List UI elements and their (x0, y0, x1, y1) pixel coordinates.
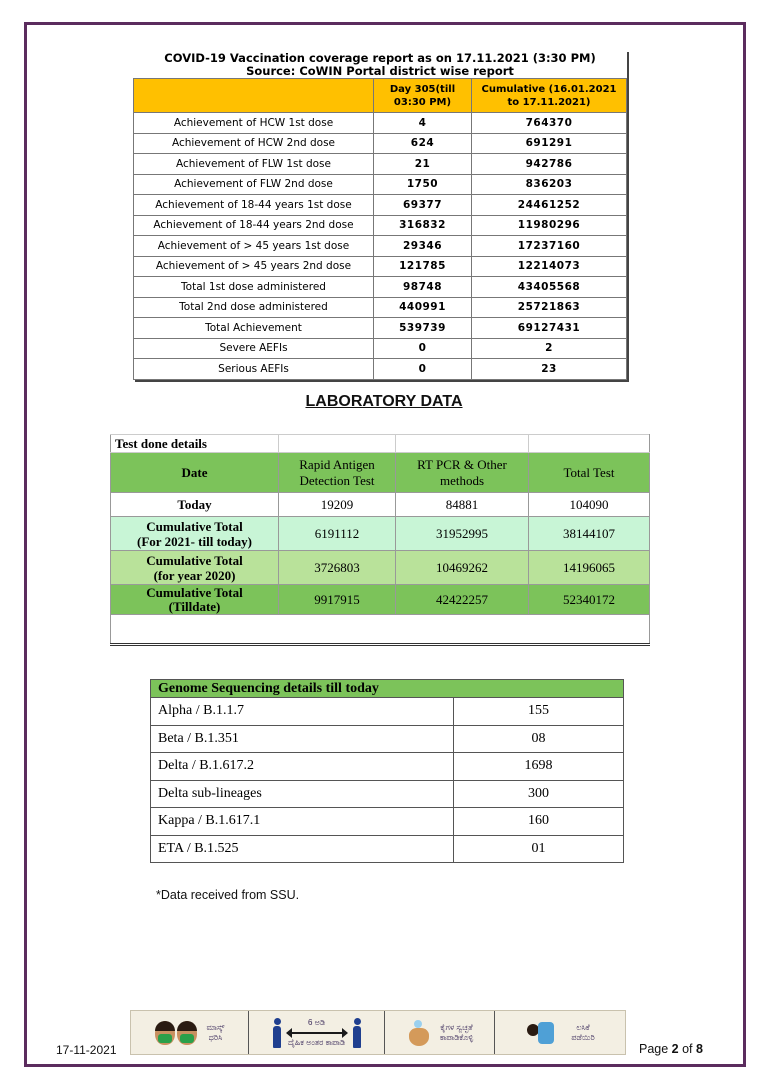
data-source-note: *Data received from SSU. (156, 888, 300, 902)
lab-header (111, 453, 650, 493)
col-total-test: Total Test (529, 453, 650, 493)
lab-caption: Test done details (111, 435, 279, 453)
vaccination-title: COVID-19 Vaccination coverage report as on 17.11.2021 (3:30 PM) Source: CoWIN Portal district wise report (164, 51, 596, 78)
vaccination-row: Achievement of > 45 years 1st dose 29346 17237160 (134, 236, 627, 257)
vaccination-table (133, 50, 627, 380)
vaccination-icon (525, 1018, 555, 1048)
lab-row: Cumulative Total (For 2021- till today) 6191112 31952995 38144107 (111, 517, 650, 551)
vaccination-header (134, 79, 627, 113)
lab-row: Today 19209 84881 104090 (111, 493, 650, 517)
masked-face-icon (155, 1021, 175, 1045)
col-cumulative: Cumulative (16.01.2021 to 17.11.2021) (472, 79, 627, 113)
double-arrow-icon (287, 1032, 347, 1034)
covid-appropriate-behaviour-banner (130, 1010, 626, 1055)
vaccination-row: Achievement of HCW 2nd dose 624 691291 (134, 133, 627, 154)
genome-row: Beta / B.1.351 08 (151, 725, 624, 753)
page-number: Page 2 of 8 (639, 1042, 703, 1056)
vaccination-row: Total 1st dose administered 98748 43405568 (134, 277, 627, 298)
lab-row: Cumulative Total (for year 2020) 3726803 10469262 14196065 (111, 551, 650, 585)
col-rtpcr: RT PCR & Other methods (396, 453, 529, 493)
person-icon (352, 1018, 362, 1048)
col-day: Day 305(till 03:30 PM) (374, 79, 472, 113)
footer-date: 17-11-2021 (56, 1043, 117, 1057)
vaccination-row: Achievement of 18-44 years 2nd dose 316832 11980296 (134, 215, 627, 236)
col-date: Date (111, 453, 279, 493)
vaccination-row: Total 2nd dose administered 440991 25721863 (134, 297, 627, 318)
vaccination-row: Achievement of > 45 years 2nd dose 121785 12214073 (134, 256, 627, 277)
hand-wash-icon (406, 1018, 432, 1048)
vaccination-row: Achievement of FLW 1st dose 21 942786 (134, 154, 627, 175)
vaccination-row: Achievement of FLW 2nd dose 1750 836203 (134, 174, 627, 195)
genome-row: ETA / B.1.525 01 (151, 835, 624, 863)
genome-row: Delta / B.1.617.2 1698 (151, 753, 624, 781)
genome-row: Alpha / B.1.1.7 155 (151, 698, 624, 726)
mask-segment: ಮಾಸ್ಕ್ ಧರಿಸಿ (131, 1011, 249, 1054)
genome-sequencing-table (150, 679, 624, 863)
masked-face-icon (177, 1021, 197, 1045)
genome-title: Genome Sequencing details till today (151, 680, 624, 698)
lab-row: Cumulative Total (Tilldate) 9917915 42422257 52340172 (111, 585, 650, 615)
vaccine-segment: ಲಸಿಕೆ ಪಡೆಯಿರಿ (495, 1011, 625, 1054)
genome-row: Delta sub-lineages 300 (151, 780, 624, 808)
col-rapid-antigen: Rapid Antigen Detection Test (279, 453, 396, 493)
handwash-segment: ಕೈಗಳ ಸ್ವಚ್ಛತೆ ಕಾಪಾಡಿಕೊಳ್ಳಿ (385, 1011, 495, 1054)
vaccination-row: Achievement of 18-44 years 1st dose 69377 24461252 (134, 195, 627, 216)
laboratory-table (110, 434, 650, 646)
person-icon (272, 1018, 282, 1048)
distance-segment: 6 ಅಡಿ ದೈಹಿಕ ಅಂತರ ಕಾಪಾಡಿ (249, 1011, 385, 1054)
vaccination-row: Severe AEFIs 0 2 (134, 338, 627, 359)
laboratory-data-title: LABORATORY DATA (305, 393, 463, 410)
vaccination-row: Achievement of HCW 1st dose 4 764370 (134, 113, 627, 134)
genome-row: Kappa / B.1.617.1 160 (151, 808, 624, 836)
vaccination-row: Total Achievement 539739 69127431 (134, 318, 627, 339)
vaccination-row: Serious AEFIs 0 23 (134, 359, 627, 380)
